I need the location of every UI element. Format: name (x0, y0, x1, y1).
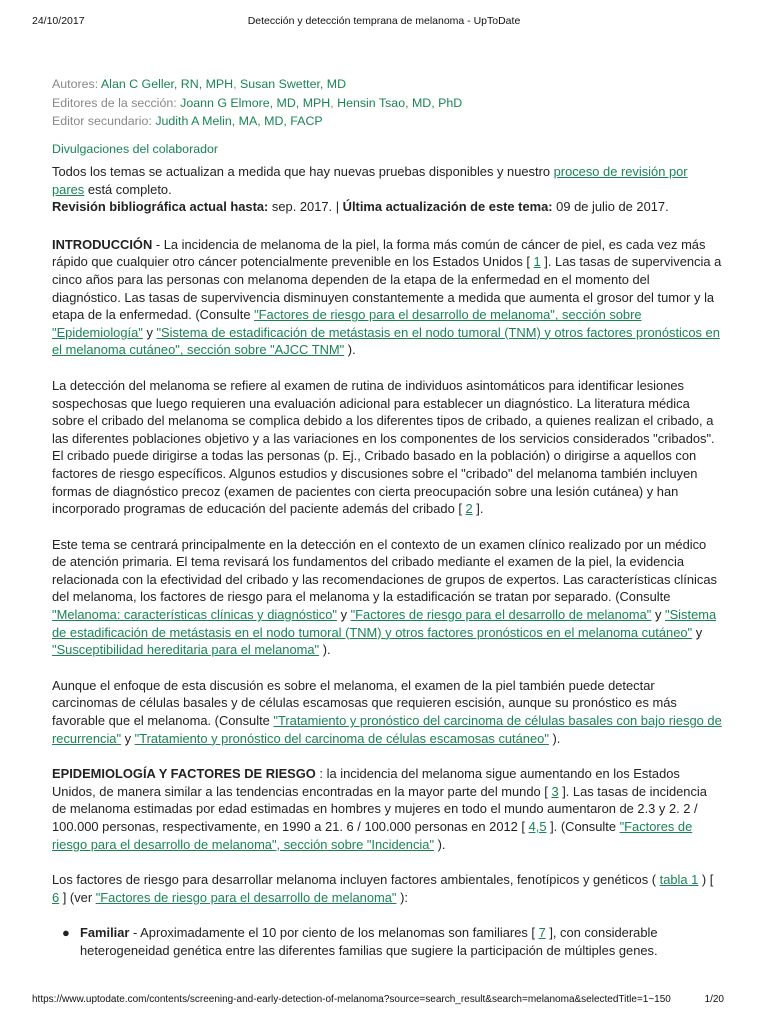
section-editors-row: Editores de la sección: Joann G Elmore, MD, MPH, Hensin Tsao, MD, PhD (52, 95, 463, 110)
topic-update-paragraph (52, 163, 722, 216)
deputy-editor-label: Editor secundario: (52, 114, 152, 129)
updated-value: 09 de julio de 2017. (552, 199, 669, 215)
ref-link-1[interactable]: 1 (533, 254, 541, 270)
review-value: sep. 2017. | (268, 199, 343, 215)
epidemiology-text-c: ]. (Consulte (546, 819, 620, 834)
hereditary-susceptibility-link[interactable]: "Susceptibilidad hereditaria para el melanoma" (52, 642, 320, 658)
risk-factors-link[interactable]: "Factores de riesgo para el desarrollo de melanoma" (350, 607, 652, 623)
tnm-ajcc-link[interactable]: "Sistema de estadificación de metástasis en el nodo tumoral (TNM) y otros factores pronósticos en el melanoma cutáneo", sección sobre "AJCC TNM" (52, 324, 720, 358)
epidemiology-paragraph (52, 765, 722, 853)
intro-text-a: - La incidencia de melanoma de la piel, la forma más común de cáncer de piel, es cada vez más rápido que cualquier otro cáncer potencialmente prevenible en los Estados Unidos [ (52, 236, 706, 270)
topic-focus-text-d: y (692, 624, 703, 640)
print-date: 24/10/2017 (32, 15, 85, 27)
epidemiology-heading: EPIDEMIOLOGÍA Y FACTORES DE RIESGO (52, 766, 316, 782)
ref-link-7[interactable]: 7 (538, 925, 546, 941)
nonmelanoma-text-c: ). (548, 730, 561, 746)
nonmelanoma-text-b: y (121, 730, 135, 746)
disclosures-link[interactable]: Divulgaciones del colaborador (52, 141, 218, 156)
section-editor-link-1[interactable]: Joann G Elmore, MD, MPH (180, 95, 331, 110)
author-link-1[interactable]: Alan C Geller, RN, MPH (100, 77, 234, 91)
print-header (32, 15, 736, 29)
risk-factors-list (52, 924, 722, 959)
deputy-editor-row (52, 112, 462, 131)
intro-heading: INTRODUCCIÓN (52, 236, 153, 252)
table-1-link[interactable]: tabla 1 (659, 872, 699, 888)
risk-factors-text-a: Los factores de riesgo para desarrollar melanoma incluyen factores ambientales, fenotípicos y genéticos ( (52, 872, 660, 888)
familial-text-b: ], con considerable heterogeneidad genética entre las diferentes familias que sugiere la participación de múltiples genes. (80, 925, 658, 958)
topic-focus-text-b: y (337, 607, 351, 623)
intro-text-c: y (142, 324, 157, 340)
bullet-icon: ● (62, 925, 70, 941)
nonmelanoma-text-a: Aunque el enfoque de esta discusión es sobre el melanoma, el examen de la piel también puede detectar carcinomas de células basales y de células escamosas que requieren escisión, aunque su pronóstico es más favorable que el melanoma. (Consulte (52, 677, 677, 729)
section-editors-label: Editores de la sección: (52, 95, 177, 110)
risk-factors-development-link[interactable]: "Factores de riesgo para el desarrollo de melanoma" (95, 889, 397, 905)
epidemiology-text-a: : la incidencia del melanoma sigue aumentando en los Estados Unidos, de manera similar a las tendencias encontradas en la mayor parte del mundo [ (52, 766, 680, 799)
familial-label: Familiar (80, 925, 130, 941)
updated-label: Última actualización de este tema: (342, 199, 553, 215)
article-meta (52, 75, 462, 158)
ref-link-4-5[interactable]: 4,5 (528, 819, 547, 834)
print-title: Detección y detección temprana de melanoma - UpToDate (247, 15, 521, 27)
familial-text-a: - Aproximadamente el 10 por ciento de los melanomas son familiares [ (129, 925, 539, 941)
deputy-editor-link[interactable]: Judith A Melin, MA, MD, FACP (155, 114, 323, 129)
risk-factors-paragraph (52, 871, 722, 906)
disclosures-row (52, 140, 462, 159)
screening-definition-end: ]. (472, 501, 484, 517)
peer-review-link[interactable]: proceso de revisión por pares (52, 164, 688, 197)
basal-cell-treatment-link[interactable]: "Tratamiento y pronóstico del carcinoma de células basales con bajo riesgo de recurrencia" (52, 713, 722, 746)
article-body (52, 163, 722, 960)
epidemiology-text-b: ]. Las tasas de incidencia de melanoma estimadas por edad estimadas en hombres y mujeres en todo el mundo aumentaron de 2.3 y 2. 2 / 100.000 personas, respectivamente, en 1990 a 21. 6 / 100.000 personas en 2012 [ (52, 783, 707, 834)
intro-text-b: ]. Las tasas de supervivencia a cinco años para las personas con melanoma dependen de la etapa de la enfermedad en el momento del diagnóstico. Las tasas de supervivencia disminuyen constantemente a medida que aumenta el grosor del tumor y la etapa de la enfermedad. (Consulte (52, 254, 722, 323)
squamous-cell-treatment-link[interactable]: "Tratamiento y pronóstico del carcinoma de células escamosas cutáneo" (134, 730, 549, 746)
review-label: Revisión bibliográfica actual hasta: (52, 199, 269, 215)
print-footer (32, 994, 724, 1008)
ref-link-3[interactable]: 3 (551, 783, 559, 799)
page-number: 1/20 (704, 994, 724, 1005)
tnm-staging-link[interactable]: "Sistema de estadificación de metástasis en el nodo tumoral (TNM) y otros factores pronósticos en el melanoma cutáneo" (52, 607, 717, 640)
risk-factors-text-c: ] (ver (59, 889, 96, 905)
screening-definition-text: La detección del melanoma se refiere al examen de rutina de individuos asintomáticos para identificar lesiones sospechosas que luego requieren una evaluación adicional para establecer un diagnóstico. La literatura médica sobre el cribado del melanoma se complica debido a los diferentes tipos de cribado, a quienes realizan el cribado, a las diferentes poblaciones objetivo y a las variaciones en los componentes de los servicios considerados "cribados". El cribado puede dirigirse a todas las personas (p. Ej., Cribado basado en la población) o dirigirse a aquellos con factores de riesgo específicos. Algunos estudios y discusiones sobre el "cribado" del melanoma también incluyen formas de diagnóstico precoz (examen de pacientes con cierta preocupación sobre una lesión cutánea) y han incorporado programas de educación del paciente además del cribado [ (52, 377, 715, 517)
topic-focus-text-a: Este tema se centrará principalmente en la detección en el contexto de un examen clínico realizado por un médico de atención primaria. El tema revisará los fundamentos del cribado mediante el examen de la piel, la evidencia relacionada con la efectividad del cribado y las recomendaciones de grupos de expertos. Las características clínicas del melanoma, los factores de riesgo para el melanoma y la estadificación se tratan por separado. (Consulte (52, 536, 717, 605)
section-editor-link-2[interactable]: Hensin Tsao, MD, PhD (337, 95, 463, 110)
ref-link-6[interactable]: 6 (52, 889, 60, 905)
topic-focus-text-e: ). (319, 642, 331, 658)
topic-update-text-end: está completo. (84, 181, 172, 197)
author-link-2[interactable]: Susan Swetter, MD (240, 77, 347, 91)
topic-focus-paragraph (52, 536, 722, 659)
risk-factors-text-b: ) [ (698, 872, 714, 888)
list-item (52, 924, 722, 959)
authors-label: Autores: (52, 77, 99, 91)
topic-focus-text-c: y (651, 607, 665, 623)
ref-link-2[interactable]: 2 (465, 501, 473, 517)
authors-row: Autores: Alan C Geller, RN, MPH, Susan Swetter, MD (52, 77, 347, 91)
risk-factors-epidemiology-link[interactable]: "Factores de riesgo para el desarrollo de melanoma", sección sobre "Epidemiología" (52, 307, 642, 340)
nonmelanoma-paragraph (52, 677, 722, 747)
incidence-link[interactable]: "Factores de riesgo para el desarrollo de melanoma", sección sobre "Incidencia" (52, 819, 693, 852)
topic-update-text: Todos los temas se actualizan a medida que hay nuevas pruebas disponibles y nuestro (52, 164, 554, 179)
screening-definition-paragraph (52, 377, 722, 518)
epidemiology-text-d: ). (434, 836, 446, 852)
intro-paragraph (52, 236, 722, 359)
intro-text-d: ). (344, 342, 356, 358)
clinical-features-link[interactable]: "Melanoma: características clínicas y diagnóstico" (52, 607, 337, 623)
print-url: https://www.uptodate.com/contents/screening-and-early-detection-of-melanoma?source=search_result&search=melanoma&selectedTitle=1~150 (32, 994, 671, 1005)
risk-factors-text-d: ): (396, 889, 408, 905)
